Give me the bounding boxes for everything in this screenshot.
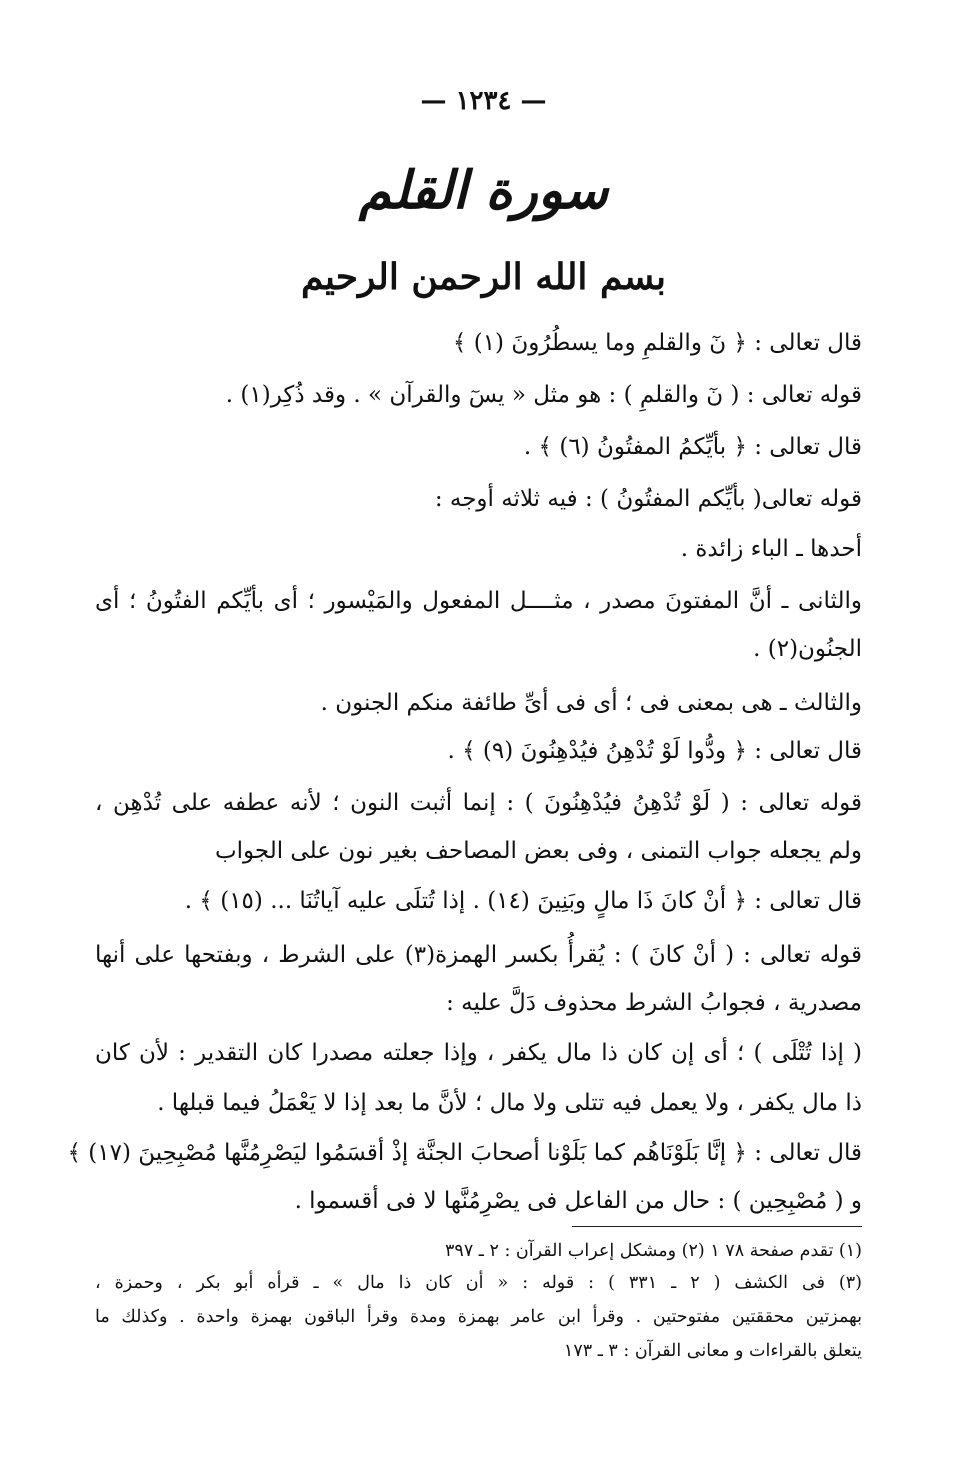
footnote-line: (٣) فى الكشف ( ٢ ـ ٣٣١ ) : قوله : « أن كان ذا مال » ـ قرأه أبو بكر ، وحمزة ،: [95, 1273, 862, 1293]
verse-line: قال تعالى : ﴿ أنْ كانَ ذَا مالٍ وبَنِينَ (١٤) . إذا تُتلَى عليه آياتُنَا ... (١٥) ﴾ .: [184, 888, 862, 914]
verse-line: قال تعالى : ﴿ ودُّوا لَوْ تُدْهِنُ فيُدْهِنُونَ (٩) ﴾ .: [447, 738, 862, 764]
verse-line: قال تعالى : ﴿ نٓ والقلمِ وما يسطُرُونَ (١) ﴾: [452, 330, 862, 356]
commentary-line: والثانى ـ أنَّ المفتونَ مصدر ، مثــــل المفعول والمَيْسور ؛ أى بأيِّكم الفتُونُ ؛ أى: [95, 588, 862, 614]
verse-line: قال تعالى : ﴿ إنَّا بَلَوْنَاهُم كما بَلَوْنا أصحابَ الجنَّة إذْ أقسَمُوا ليَصْرِمُنَّها مُصْبِحِينَ (١٧) ﴾: [67, 1140, 862, 1166]
commentary-line: قوله تعالى : ( أنْ كانَ ) : يُقرأُ بكسر الهمزة(٣) على الشرط ، وبفتحها على أنها: [95, 942, 862, 968]
commentary-line: ( إذا تُتْلَى ) ؛ أى إن كان ذا مال يكفر ، وإذا جعلته مصدرا كان التقدير : لأن كان: [95, 1040, 862, 1066]
commentary-line: والثالث ـ هى بمعنى فى ؛ أى فى أىِّ طائفة منكم الجنون .: [320, 690, 862, 716]
commentary-line: مصدرية ، فجوابُ الشرط محذوف دَلَّ عليه :: [446, 990, 862, 1016]
commentary-line: قوله تعالى : ( نٓ والقلمِ ) : هو مثل « يسٓ والقرآن » . وقد ذُكِر(١) .: [225, 382, 862, 408]
commentary-line: ذا مال يكفر ، ولا يعمل فيه تتلى ولا مال ؛ لأنَّ ما بعد إذا لا يَعْمَلُ فيما قبلها .: [157, 1090, 862, 1116]
verse-line: قال تعالى : ﴿ بأيِّكمُ المفتُونُ (٦) ﴾ .: [523, 434, 862, 460]
surah-title: سورة القلم: [358, 160, 609, 221]
commentary-line: أحدها ـ الباء زائدة .: [680, 536, 862, 562]
commentary-line: قوله تعالى( بأيِّكم المفتُونُ ) : فيه ثلاثه أوجه :: [434, 486, 862, 512]
footnote-line: يتعلق بالقراءات و معانى القرآن : ٣ ـ ١٧٣: [563, 1341, 862, 1361]
commentary-line: و ( مُصْبِحِين ) : حال من الفاعل فى يصْرِمُنَّها لا فى أقسموا .: [294, 1188, 862, 1214]
commentary-line: الجنُون(٢) .: [753, 636, 862, 662]
footnote-divider: [572, 1226, 862, 1227]
commentary-line: قوله تعالى : ( لَوْ تُدْهِنُ فيُدْهِنُونَ ) : إنما أثبت النون ؛ لأنه عطفه على تُدْهِن ،: [95, 790, 862, 816]
basmala: بسم الله الرحمن الرحيم: [300, 256, 667, 298]
footnote-line: بهمزتين محققتين مفتوحتين . وقرأ ابن عامر بهمزة ومدة وقرأ الباقون بهمزة واحدة . وكذلك ما: [95, 1307, 862, 1327]
footnote-line: (١) تقدم صفحة ٧٨ ١ (٢) ومشكل إعراب القرآن : ٢ ـ ٣٩٧: [445, 1241, 862, 1261]
commentary-line: ولم يجعله جواب التمنى ، وفى بعض المصاحف بغير نون على الجواب: [214, 838, 862, 864]
page-number: — ١٢٣٤ —: [420, 86, 547, 116]
